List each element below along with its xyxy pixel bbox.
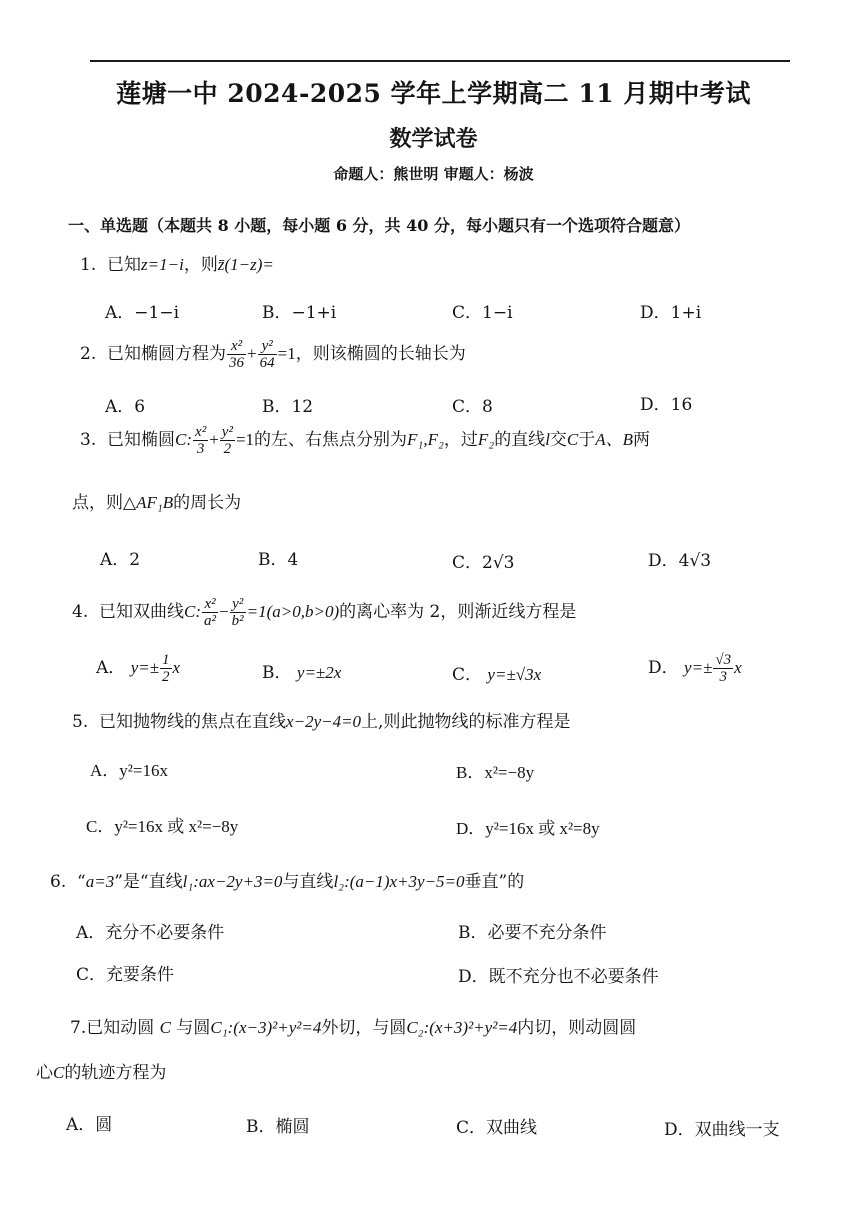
math-expr: F₂	[477, 430, 495, 449]
denominator: 64	[259, 355, 275, 371]
math-expr: =1	[235, 430, 255, 449]
q7-option-b[interactable]: B．椭圆	[246, 1117, 310, 1137]
question-number: 5.	[72, 712, 89, 732]
question-text: 的直线	[494, 430, 546, 450]
math-expr: x	[172, 658, 181, 677]
q7-option-d[interactable]: D．双曲线一支	[664, 1120, 780, 1140]
exam-authors: 命题人：熊世明 审题人：杨波	[333, 165, 534, 183]
q6-option-d[interactable]: D．既不充分也不必要条件	[458, 967, 659, 987]
operator: −	[219, 602, 229, 621]
q2-option-d[interactable]: D．16	[640, 395, 693, 415]
question-3-line-2	[72, 488, 241, 513]
q3-option-c[interactable]: C．2√3	[452, 553, 515, 573]
math-expr: C	[566, 430, 579, 449]
math-expr: △AF₁B	[123, 493, 174, 512]
question-2	[80, 338, 466, 371]
q7-option-c[interactable]: C．双曲线	[456, 1118, 538, 1138]
exam-subject: 数学试卷	[389, 126, 478, 152]
fraction	[160, 652, 172, 685]
top-rule	[90, 60, 790, 62]
question-text: 与圆	[176, 1018, 211, 1038]
math-expr: l	[545, 430, 550, 449]
question-text: 与直线	[282, 872, 334, 892]
numerator: x²	[202, 596, 218, 613]
math-expr: a=3	[85, 872, 115, 891]
question-text: ，则	[183, 255, 218, 275]
q3-option-d[interactable]: D．4√3	[648, 551, 712, 571]
question-text: ，过	[443, 430, 478, 450]
operator: +	[209, 430, 219, 449]
math-expr: =1(a>0,b>0)	[246, 602, 340, 621]
numerator: x²	[227, 338, 246, 355]
math-expr: C₂:(x+3)²+y²=4	[406, 1018, 518, 1037]
math-expr: y=±2x	[296, 663, 342, 682]
q1-option-d[interactable]: D．1+i	[640, 303, 702, 323]
denominator: a²	[204, 613, 217, 629]
question-text: 已知抛物线的焦点在直线	[99, 712, 287, 732]
option-label: A．	[96, 658, 126, 678]
question-text: 已知双曲线	[99, 602, 185, 622]
q6-option-b[interactable]: B．必要不充分条件	[458, 923, 607, 943]
question-text: 交	[549, 430, 567, 450]
question-7	[70, 1013, 636, 1038]
question-5	[72, 707, 570, 732]
numerator: 1	[162, 652, 170, 668]
q7-option-a[interactable]: A．圆	[66, 1115, 113, 1135]
question-text: 上,则此抛物线的标准方程是	[361, 712, 571, 732]
question-text: ”是“直线	[114, 872, 183, 892]
option-label: C．	[452, 665, 483, 685]
numerator: √3	[715, 652, 732, 668]
q6-option-c[interactable]: C．充要条件	[76, 965, 175, 985]
numerator: y²	[221, 424, 233, 440]
option-label: D．	[648, 658, 679, 678]
fraction	[713, 652, 733, 685]
q6-option-a[interactable]: A．充分不必要条件	[76, 923, 225, 943]
q1-option-c[interactable]: C．1−i	[452, 303, 513, 323]
denominator: 36	[229, 355, 245, 371]
question-number: 1.	[80, 255, 97, 275]
math-expr: y=±	[130, 658, 160, 677]
denominator: 2	[223, 441, 232, 457]
question-4	[72, 596, 576, 629]
q2-option-b[interactable]: B．12	[262, 397, 314, 417]
q1-option-b[interactable]: B．−1+i	[262, 303, 337, 323]
q5-option-a[interactable]: A．y²=16x	[90, 761, 168, 780]
question-text: 内切，则动圆圆	[517, 1018, 637, 1038]
question-number: 3.	[80, 430, 97, 450]
math-expr: F₁,F₂	[407, 430, 444, 449]
question-text: 的轨迹方程为	[64, 1063, 167, 1083]
question-text: 外切，与圆	[321, 1018, 407, 1038]
denominator: 3	[719, 669, 728, 685]
q4-option-a[interactable]	[96, 652, 180, 685]
math-expr: l₂:(a−1)x+3y−5=0	[333, 872, 465, 891]
math-expr: z̄(1−z)=	[217, 255, 274, 274]
option-label: B．	[262, 663, 292, 683]
question-text: “	[77, 872, 86, 892]
question-6	[50, 867, 524, 892]
question-number: 2.	[80, 344, 97, 364]
question-number: 7.	[70, 1018, 87, 1038]
operator: +	[247, 344, 257, 363]
math-expr: y=±√3x	[487, 665, 542, 684]
question-1	[80, 250, 274, 275]
fraction	[202, 596, 218, 629]
fraction	[258, 338, 277, 371]
math-expr: A、B	[595, 430, 634, 449]
denominator: 2	[162, 669, 170, 685]
math-expr: C:	[184, 602, 202, 621]
math-expr: C	[159, 1018, 171, 1037]
q2-option-c[interactable]: C．8	[452, 397, 493, 417]
q4-option-c[interactable]	[452, 660, 541, 685]
question-text: 已知椭圆方程为	[107, 344, 227, 364]
numerator: x²	[195, 424, 207, 440]
fraction	[230, 596, 246, 629]
denominator: 3	[196, 441, 205, 457]
q4-option-d[interactable]	[648, 652, 742, 685]
question-text: 两	[633, 430, 651, 450]
denominator: b²	[231, 613, 244, 629]
numerator: y²	[230, 596, 246, 613]
question-text: ，则该椭圆的长轴长为	[295, 344, 466, 364]
question-text: 心	[36, 1063, 53, 1083]
question-text: 的左、右焦点分别为	[254, 430, 408, 450]
math-expr: l₁:ax−2y+3=0	[182, 872, 283, 891]
q5-option-b[interactable]: B．x²=−8y	[456, 763, 535, 782]
math-expr: y=±	[684, 658, 713, 677]
question-3	[80, 424, 650, 457]
q2-option-a[interactable]: A．6	[105, 397, 146, 417]
question-text: 点，则	[72, 493, 123, 513]
numerator: y²	[258, 338, 277, 355]
q5-option-c[interactable]: C．y²=16x 或 x²=−8y	[86, 817, 239, 836]
math-expr: x−2y−4=0	[286, 712, 362, 731]
q5-option-d[interactable]: D．y²=16x 或 x²=8y	[456, 819, 600, 838]
q3-option-a[interactable]: A．2	[100, 550, 141, 570]
section-heading: 一、单选题（本题共 8 小题，每小题 6 分，共 40 分，每小题只有一个选项符合题意）	[68, 216, 690, 235]
fraction	[193, 424, 208, 457]
math-expr: z=1−i	[141, 255, 184, 274]
question-text: 已知椭圆	[107, 430, 176, 450]
fraction	[220, 424, 235, 457]
math-expr: C	[53, 1063, 65, 1082]
question-text: 已知	[107, 255, 142, 275]
q4-option-b[interactable]	[262, 658, 341, 683]
question-text: 的周长为	[173, 493, 242, 513]
question-text: 于	[578, 430, 596, 450]
question-7-line-2	[36, 1058, 166, 1083]
question-number: 4.	[72, 602, 89, 622]
fraction	[227, 338, 246, 371]
question-text: 的离心率为 2，则渐近线方程是	[339, 602, 577, 622]
q3-option-b[interactable]: B．4	[258, 550, 299, 570]
question-number: 6.	[50, 872, 67, 892]
math-expr: =1	[277, 344, 296, 363]
exam-title: 莲塘一中 2024-2025 学年上学期高二 11 月期中考试	[116, 79, 751, 108]
question-text: 垂直”的	[464, 872, 525, 892]
q1-option-a[interactable]: A．−1−i	[105, 303, 180, 323]
math-expr: x	[734, 658, 742, 677]
question-text: 已知动圆	[86, 1018, 155, 1038]
math-expr: C₁:(x−3)²+y²=4	[210, 1018, 322, 1037]
math-expr: C:	[175, 430, 193, 449]
